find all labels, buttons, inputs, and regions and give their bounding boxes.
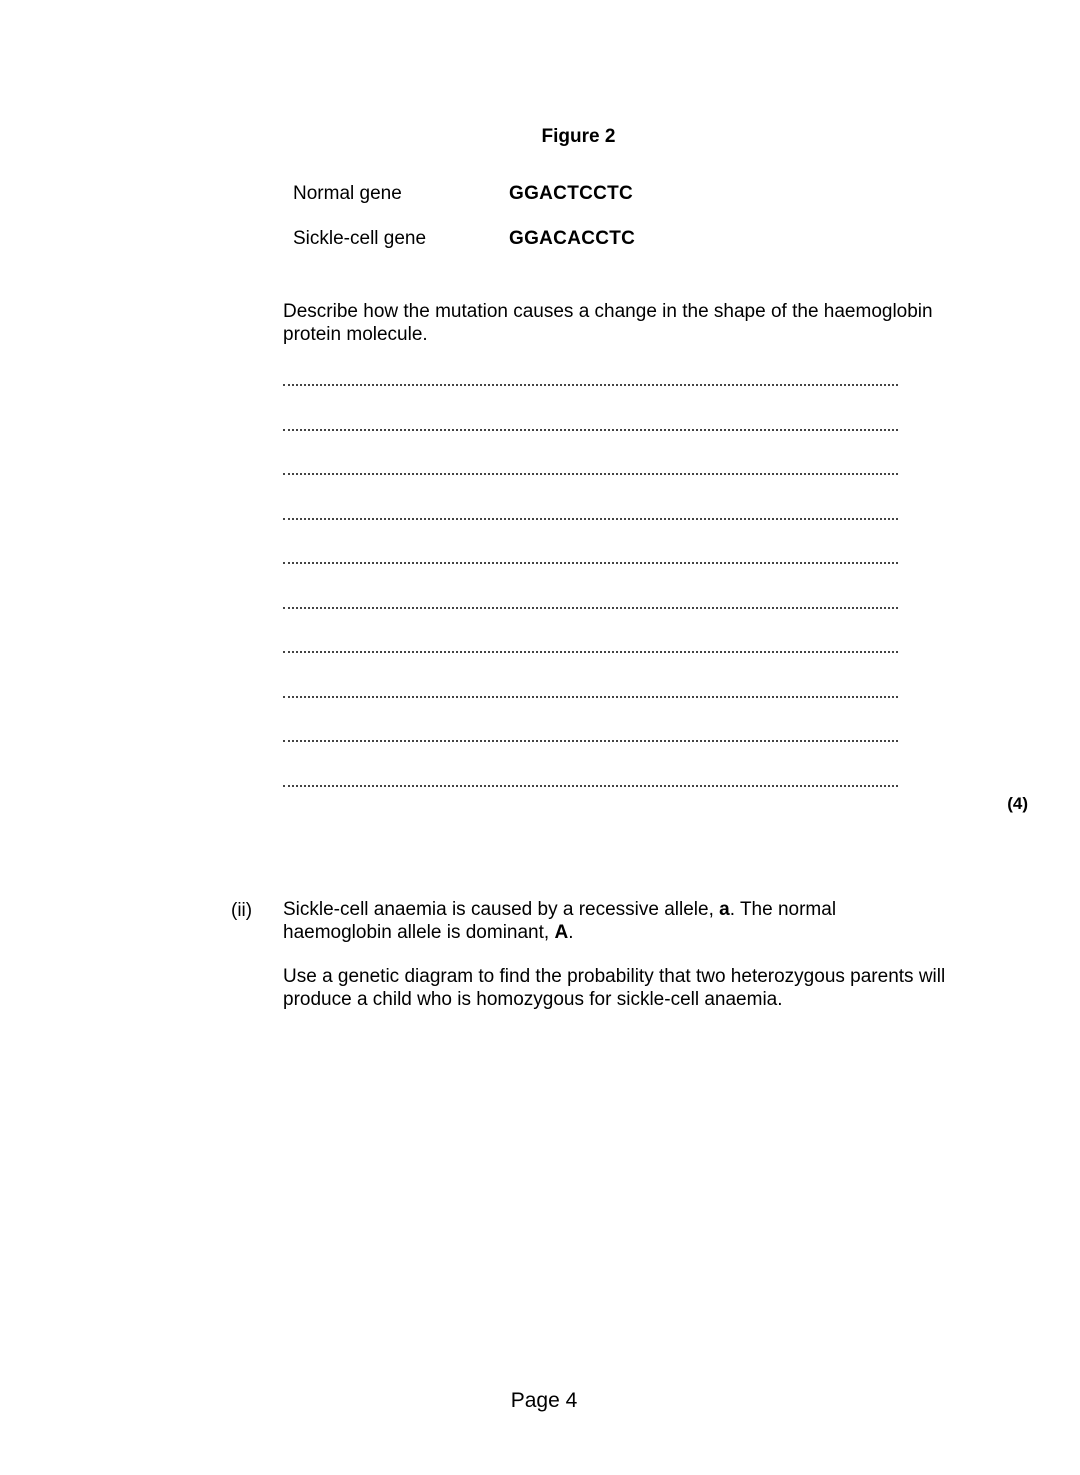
question-ii-text: . The normal haemoglobin allele is dominant,: [283, 899, 837, 943]
answer-line[interactable]: [283, 384, 898, 386]
question-ii-number: (ii): [231, 900, 253, 921]
question-ii-text: .: [568, 922, 574, 943]
question-ii-paragraph-2: Use a genetic diagram to find the probability that two heterozygous parents will produce a child who is homozygous for sickle-cell anaemia.: [283, 966, 946, 1010]
sickle-gene-label: Sickle-cell gene: [293, 228, 427, 249]
answer-line[interactable]: [283, 429, 898, 431]
normal-gene-label: Normal gene: [293, 183, 402, 204]
answer-line[interactable]: [283, 785, 898, 787]
dominant-allele-symbol: A: [554, 922, 569, 943]
sickle-gene-sequence: GGACACCTC: [509, 228, 636, 249]
answer-line[interactable]: [283, 473, 898, 475]
question-ii-text: Sickle-cell anaemia is caused by a recessive allele,: [283, 899, 720, 920]
answer-line[interactable]: [283, 562, 898, 564]
answer-line[interactable]: [283, 518, 898, 520]
answer-line[interactable]: [283, 651, 898, 653]
answer-line[interactable]: [283, 607, 898, 609]
figure-title: Figure 2: [541, 126, 616, 147]
answer-line[interactable]: [283, 696, 898, 698]
page-number: Page 4: [510, 1389, 578, 1412]
recessive-allele-symbol: a: [719, 899, 730, 920]
question-ii-paragraph-1: [283, 898, 893, 944]
normal-gene-sequence: GGACTCCTC: [509, 183, 634, 204]
marks-allocation: (4): [1007, 794, 1028, 813]
answer-line[interactable]: [283, 740, 898, 742]
question-i-prompt: Describe how the mutation causes a change in the shape of the haemoglobin protein molecule.: [283, 301, 933, 345]
